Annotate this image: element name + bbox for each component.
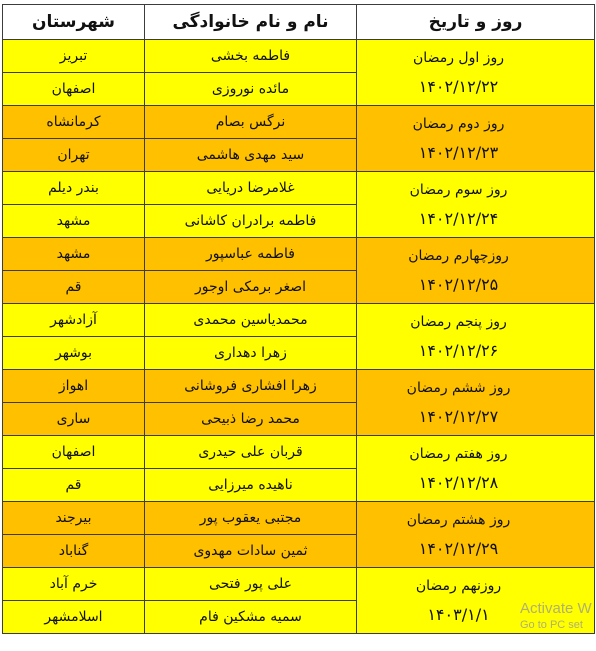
day-date-cell [357, 106, 595, 172]
name-cell: غلامرضا دریایی [145, 172, 357, 205]
city-cell: اصفهان [3, 436, 145, 469]
day-label: روز پنجم رمضان [410, 314, 507, 330]
watermark-title: Activate W [520, 600, 592, 617]
date-label: ۱۴۰۲/۱۲/۲۴ [418, 209, 499, 228]
city-cell: قم [3, 271, 145, 304]
name-cell: فاطمه عباسپور [145, 238, 357, 271]
day-date-cell [357, 304, 595, 370]
city-cell: اهواز [3, 370, 145, 403]
day-date-cell [357, 370, 595, 436]
table-row [3, 304, 595, 337]
day-column-header: روز و تاریخ [357, 5, 595, 40]
city-cell: بیرجند [3, 502, 145, 535]
date-label: ۱۴۰۳/۱/۱ [427, 605, 490, 624]
city-cell: مشهد [3, 205, 145, 238]
name-cell: محمد رضا ذبیحی [145, 403, 357, 436]
city-cell: گناباد [3, 535, 145, 568]
date-label: ۱۴۰۲/۱۲/۲۷ [418, 407, 499, 426]
name-cell: اصغر برمکی اوجور [145, 271, 357, 304]
date-label: ۱۴۰۲/۱۲/۲۶ [418, 341, 499, 360]
city-cell: اسلامشهر [3, 601, 145, 634]
header-row [3, 5, 595, 40]
city-cell: بوشهر [3, 337, 145, 370]
table-row [3, 40, 595, 73]
watermark-subtitle: Go to PC set [520, 619, 583, 631]
schedule-body [3, 40, 595, 634]
name-cell: فاطمه بخشی [145, 40, 357, 73]
name-cell: نرگس بصام [145, 106, 357, 139]
table-row [3, 238, 595, 271]
name-cell: قربان علی حیدری [145, 436, 357, 469]
day-date-cell [357, 40, 595, 106]
day-date-cell [357, 436, 595, 502]
day-label: روز هفتم رمضان [409, 446, 508, 462]
city-cell: قم [3, 469, 145, 502]
date-label: ۱۴۰۲/۱۲/۲۲ [418, 77, 499, 96]
name-cell: زهرا دهداری [145, 337, 357, 370]
city-column-header: شهرستان [3, 5, 145, 40]
day-label: روز سوم رمضان [409, 182, 508, 198]
name-cell: علی پور فتحی [145, 568, 357, 601]
schedule-table [2, 4, 595, 634]
day-date-cell [357, 172, 595, 238]
name-cell: مائده نوروزی [145, 73, 357, 106]
city-cell: اصفهان [3, 73, 145, 106]
city-cell: ساری [3, 403, 145, 436]
date-label: ۱۴۰۲/۱۲/۲۹ [418, 539, 499, 558]
table-row [3, 502, 595, 535]
day-label: روز ششم رمضان [406, 380, 511, 396]
day-date-cell [357, 238, 595, 304]
city-cell: بندر دیلم [3, 172, 145, 205]
name-cell: مجتبی یعقوب پور [145, 502, 357, 535]
day-label: روزچهارم رمضان [408, 248, 509, 264]
table-row [3, 106, 595, 139]
date-label: ۱۴۰۲/۱۲/۲۵ [418, 275, 499, 294]
table-row [3, 172, 595, 205]
day-label: روز اول رمضان [413, 50, 504, 66]
name-cell: ناهیده میرزایی [145, 469, 357, 502]
city-cell: مشهد [3, 238, 145, 271]
table-row [3, 370, 595, 403]
city-cell: کرمانشاه [3, 106, 145, 139]
day-date-cell [357, 502, 595, 568]
name-cell: سید مهدی هاشمی [145, 139, 357, 172]
city-cell: آزادشهر [3, 304, 145, 337]
day-label: روز هشتم رمضان [406, 512, 511, 528]
city-cell: تبریز [3, 40, 145, 73]
table-row [3, 436, 595, 469]
city-cell: تهران [3, 139, 145, 172]
name-cell: زهرا افشاری فروشانی [145, 370, 357, 403]
day-label: روز دوم رمضان [412, 116, 505, 132]
name-cell: سمیه مشکین فام [145, 601, 357, 634]
name-column-header: نام و نام خانوادگی [145, 5, 357, 40]
date-label: ۱۴۰۲/۱۲/۲۳ [418, 143, 499, 162]
city-cell: خرم آباد [3, 568, 145, 601]
day-label: روزنهم رمضان [415, 578, 502, 594]
name-cell: محمدیاسین محمدی [145, 304, 357, 337]
name-cell: ثمین سادات مهدوی [145, 535, 357, 568]
table-row [3, 568, 595, 601]
date-label: ۱۴۰۲/۱۲/۲۸ [418, 473, 499, 492]
name-cell: فاطمه برادران کاشانی [145, 205, 357, 238]
day-date-cell [357, 568, 595, 634]
